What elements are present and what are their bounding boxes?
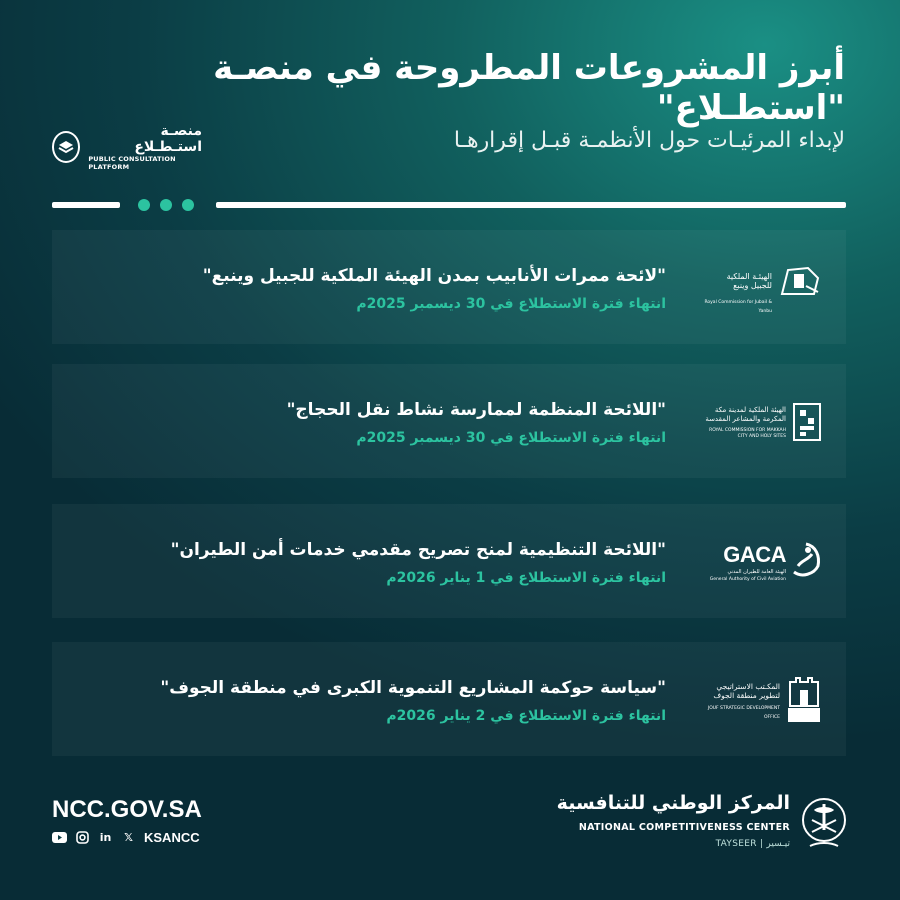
x-icon[interactable]: 𝕏 xyxy=(124,831,133,844)
project-title: "لائحة ممرات الأنابيب بمدن الهيئة الملكية للجبيل وينبع" xyxy=(202,266,666,286)
social-links xyxy=(52,830,200,845)
tayseer-label: TAYSEER | تيـسير xyxy=(715,839,790,849)
website-url[interactable]: NCC.GOV.SA xyxy=(52,796,202,823)
ncc-english-name: NATIONAL COMPETITIVENESS CENTER xyxy=(578,822,790,833)
consultation-platform-logo xyxy=(52,123,202,171)
platform-logo-arabic: منصـة استـطـلاع xyxy=(134,123,202,155)
project-card xyxy=(52,642,846,756)
project-card xyxy=(52,504,846,618)
royal-commission-jubail-yanbu-logo: الهيئـة الملكية للجبيل وينبع Royal Commission for Jubail & Yanbu xyxy=(702,260,822,316)
page-subtitle: لإبداء المرئيـات حول الأنظمـة قبـل إقرارهـا xyxy=(453,128,845,153)
project-title: "اللائحة التنظيمية لمنح تصريح مقدمي خدمات أمن الطيران" xyxy=(170,540,666,560)
project-deadline: انتهاء فترة الاستطلاع في 30 ديسمبر 2025م xyxy=(356,430,666,446)
jouf-strategic-office-logo: المكـتب الاستراتيجي لتطوير منطقة الجوف JOUF STRATEGIC DEVELOPMENT OFFICE xyxy=(702,672,822,728)
project-title: "اللائحة المنظمة لممارسة نشاط نقل الحجاج" xyxy=(286,400,666,420)
youtube-icon[interactable] xyxy=(52,830,67,845)
project-deadline: انتهاء فترة الاستطلاع في 1 يناير 2026م xyxy=(386,570,666,586)
project-card xyxy=(52,230,846,344)
divider-dot xyxy=(138,199,150,211)
gaca-logo: GACA الهيئة العامة للطيران المدني General Authority of Civil Aviation xyxy=(702,534,822,590)
page-title: أبرز المشروعات المطروحة في منصـة "استطـلاع" xyxy=(213,48,845,128)
linkedin-icon[interactable]: in xyxy=(99,831,112,844)
divider-dot xyxy=(160,199,172,211)
gaca-wordmark: GACA xyxy=(723,542,786,567)
divider-right xyxy=(216,202,846,208)
social-handle[interactable]: KSANCC xyxy=(144,830,200,845)
project-title: "سياسة حوكمة المشاريع التنموية الكبرى في منطقة الجوف" xyxy=(160,678,666,698)
ncc-logo xyxy=(548,792,848,862)
saudi-emblem-icon xyxy=(800,796,848,852)
royal-commission-makkah-logo: الهيئة الملكية لمدينة مكة المكرمة والمشاعر المقدسة ROYAL COMMISSION FOR MAKKAH CITY AND HOLY SITES xyxy=(702,394,822,450)
divider-left xyxy=(52,202,120,208)
project-deadline: انتهاء فترة الاستطلاع في 2 يناير 2026م xyxy=(386,708,666,724)
instagram-icon[interactable] xyxy=(75,830,90,845)
divider-dot xyxy=(182,199,194,211)
project-deadline: انتهاء فترة الاستطلاع في 30 ديسمبر 2025م xyxy=(356,296,666,312)
platform-logo-english: PUBLIC CONSULTATION PLATFORM xyxy=(88,155,176,171)
project-card xyxy=(52,364,846,478)
ncc-arabic-name: المركز الوطني للتنافسية xyxy=(556,792,790,814)
platform-logo-icon xyxy=(52,131,80,163)
